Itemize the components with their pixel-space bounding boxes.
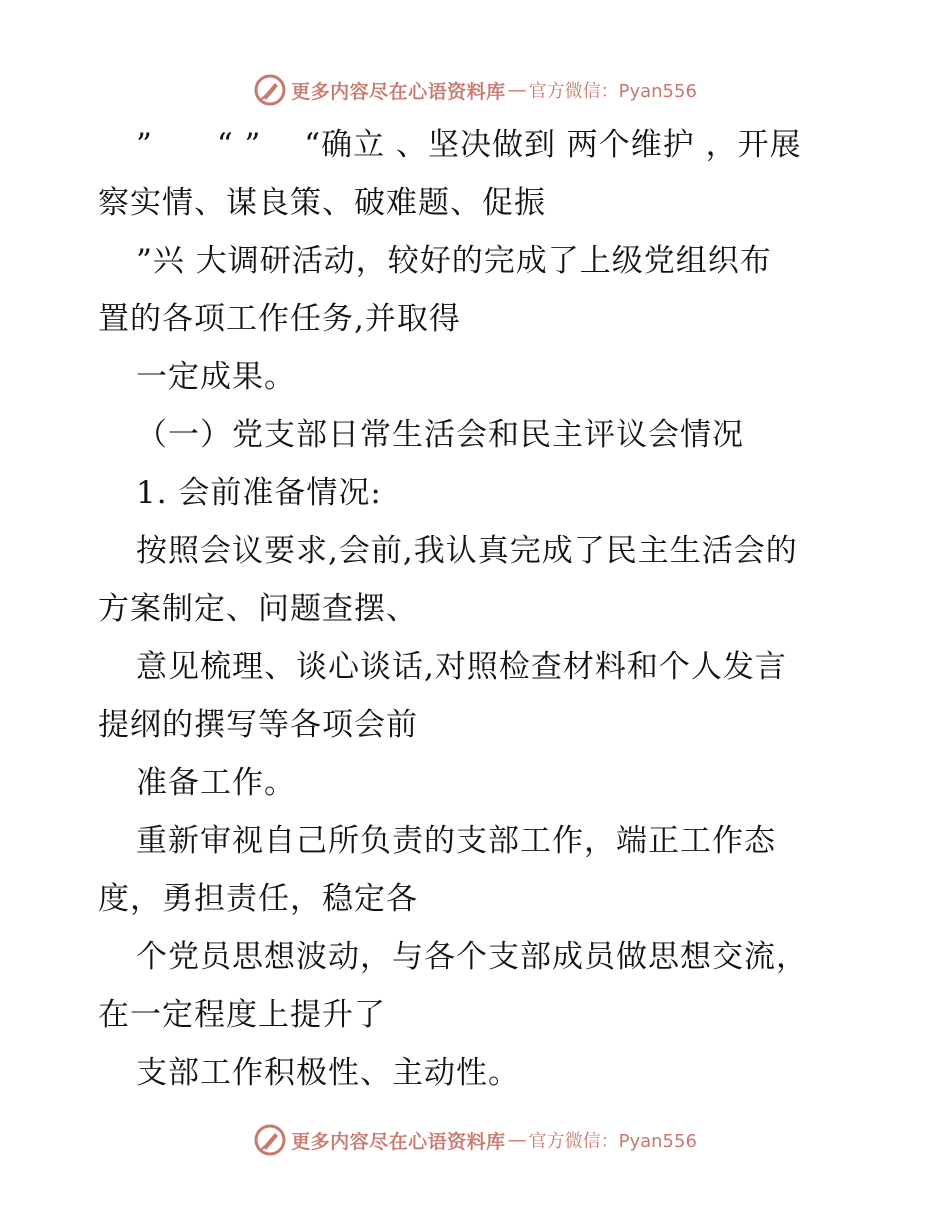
paragraph-line: 准备工作。 <box>136 765 296 801</box>
paragraph-line: 支部工作积极性、主动性。 <box>136 1055 520 1091</box>
paragraph-line: 个党员思想波动，与各个支部成员做思想交流， <box>136 939 808 975</box>
header-banner <box>0 70 950 110</box>
document-body <box>98 116 858 1102</box>
paragraph-line: 察实情、谋良策、破难题、促振 <box>98 185 546 221</box>
paragraph-line: 一定成果。 <box>136 359 296 395</box>
paragraph-line: 在一定程度上提升了 <box>98 997 386 1033</box>
banner-wechat-text: 官方微信：Pyan556 <box>528 81 697 102</box>
paragraph-line: ”兴 大调研活动，较好的完成了上级党组织布 <box>136 243 772 279</box>
banner-main-text: 更多内容尽在心语资料库 <box>291 1130 506 1153</box>
paragraph-line: 方案制定、问题查摆、 <box>98 591 418 627</box>
subsection-heading: 1. 会前准备情况: <box>136 475 382 511</box>
brand-logo-icon <box>253 1123 287 1157</box>
banner-separator: — <box>507 79 527 101</box>
banner-wechat-text: 官方微信：Pyan556 <box>528 1131 697 1152</box>
banner-main-text: 更多内容尽在心语资料库 <box>291 80 506 103</box>
paragraph-line: 重新审视自己所负责的支部工作，端正工作态 <box>136 823 776 859</box>
paragraph-line: 意见梳理、谈心谈话,对照检查材料和个人发言 <box>136 649 787 685</box>
footer-banner <box>0 1120 950 1160</box>
paragraph-line: 按照会议要求,会前,我认真完成了民主生活会的 <box>136 533 798 569</box>
paragraph-line: 度，勇担责任，稳定各 <box>98 881 418 917</box>
banner-separator: — <box>507 1129 527 1151</box>
brand-logo-icon <box>253 73 287 107</box>
paragraph-line: 置的各项工作任务,并取得 <box>98 301 461 337</box>
paragraph-line: 提纲的撰写等各项会前 <box>98 707 418 743</box>
paragraph-line: ” “ ” “确立 、坚决做到 两个维护 ，开展 <box>136 127 802 163</box>
section-heading: （一）党支部日常生活会和民主评议会情况 <box>136 417 744 453</box>
